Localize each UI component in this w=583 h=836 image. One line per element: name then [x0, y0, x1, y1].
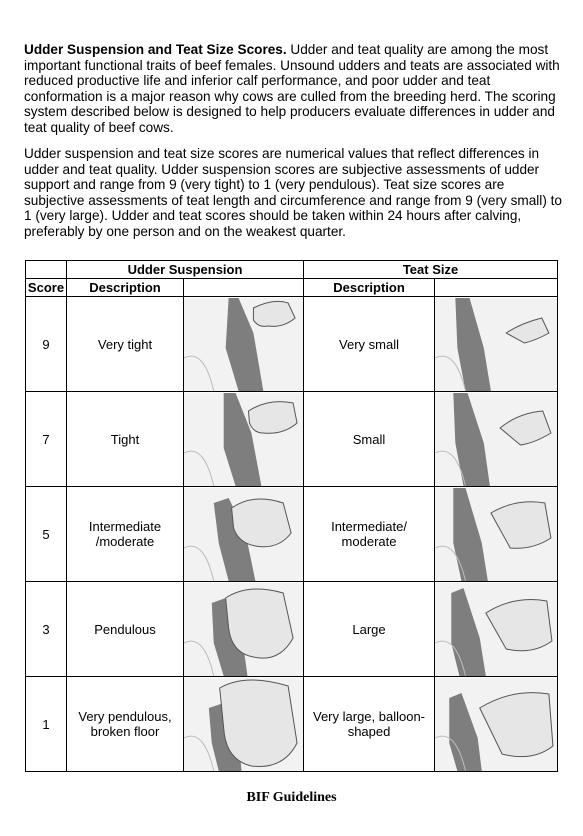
teat-description: Large: [304, 582, 435, 677]
teat-photo: [435, 393, 557, 486]
udder-image-header: [184, 279, 304, 297]
table-group-header-row: [26, 261, 558, 279]
udder-photo: [184, 488, 303, 581]
teat-image-cell: [435, 392, 558, 487]
teat-photo: [435, 298, 557, 391]
teat-description: Very small: [304, 297, 435, 392]
udder-photo: [184, 393, 303, 486]
udder-photo: [184, 678, 303, 771]
score-column-header: Score: [26, 279, 67, 297]
teat-photo: [435, 488, 557, 581]
score-value: 5: [26, 487, 67, 582]
table-row: [26, 297, 558, 392]
udder-description: Intermediate /moderate: [67, 487, 184, 582]
udder-photo: [184, 298, 303, 391]
teat-image-cell: [435, 582, 558, 677]
teat-image-cell: [435, 297, 558, 392]
udder-description-header: Description: [67, 279, 184, 297]
section-heading: Udder Suspension and Teat Size Scores.: [24, 42, 287, 57]
teat-photo: [435, 583, 557, 676]
intro-paragraph-1: [24, 42, 564, 136]
udder-image-cell: [184, 487, 304, 582]
table-row: [26, 677, 558, 772]
table-column-header-row: [26, 279, 558, 297]
udder-image-cell: [184, 392, 304, 487]
udder-description: Tight: [67, 392, 184, 487]
teat-description: Intermediate/ moderate: [304, 487, 435, 582]
udder-description: Very tight: [67, 297, 184, 392]
udder-image-cell: [184, 297, 304, 392]
udder-suspension-header: Udder Suspension: [67, 261, 304, 279]
table-row: [26, 487, 558, 582]
intro-paragraph-2: Udder suspension and teat size scores are numerical values that reflect differences in udder and teat quality. Udder suspension scores are subjective assessments of udder support and range from 9 (very tight) to 1 (very pendulous). Teat size scores are subjective assessments of teat length and circumference and range from 9 (very small) to 1 (very large). Udder and teat scores should be taken within 24 hours after calving, preferably by one person and on the weakest quarter.: [24, 146, 562, 239]
teat-size-header: Teat Size: [304, 261, 558, 279]
scores-table: [25, 260, 558, 772]
score-value: 9: [26, 297, 67, 392]
footer-guidelines: BIF Guidelines: [246, 790, 337, 805]
teat-image-cell: [435, 487, 558, 582]
score-value: 3: [26, 582, 67, 677]
teat-description-header: Description: [304, 279, 435, 297]
udder-photo: [184, 583, 303, 676]
table-row: [26, 392, 558, 487]
score-value: 7: [26, 392, 67, 487]
teat-description: Very large, balloon- shaped: [304, 677, 435, 772]
udder-image-cell: [184, 582, 304, 677]
table-row: [26, 582, 558, 677]
teat-image-header: [435, 279, 558, 297]
udder-description: Pendulous: [67, 582, 184, 677]
score-header-blank: [26, 261, 67, 279]
teat-image-cell: [435, 677, 558, 772]
teat-description: Small: [304, 392, 435, 487]
score-value: 1: [26, 677, 67, 772]
intro-paragraph-1-text: Udder and teat quality are among the most important functional traits of beef females. Unsound udders and teats are associated with reduced productive life and inferior calf performance, and poor udder and teat conformation is a major reason why cows are culled from the breeding herd. The scoring system described below is designed to help producers evaluate differences in udder and teat quality of beef cows.: [24, 42, 560, 135]
udder-description: Very pendulous, broken floor: [67, 677, 184, 772]
teat-photo: [435, 678, 557, 771]
udder-image-cell: [184, 677, 304, 772]
